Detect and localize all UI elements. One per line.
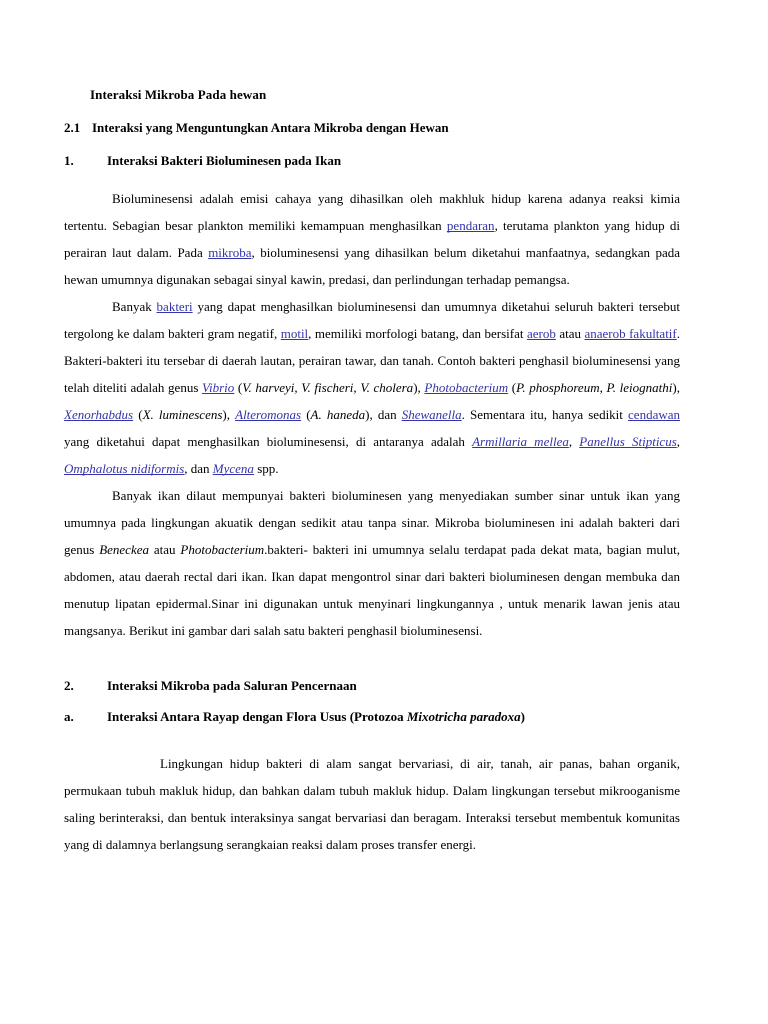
text-run: Bioluminesensi adalah emisi cahaya yang dihasilkan oleh makhluk hidup karena adanya reaksi kimia tertentu. Sebagian besar plankton memiliki kemampuan menghasilkan	[64, 191, 680, 233]
link-photobacterium[interactable]: Photobacterium	[424, 380, 509, 395]
text-run: ,	[568, 434, 580, 449]
paragraph-lingkungan-bakteri: Lingkungan hidup bakteri di alam sangat bervariasi, di air, tanah, air panas, bahan organik, permukaan tubuh makluk hidup, dan bahkan dalam tubuh makluk hidup. Dalam lingkungan tersebut mikrooganisme saling berinteraksi, dan bentuk interaksinya sangat bervariasi dan beragam. Interaksi tersebut membentuk komunitas yang di dalamnya berlangsung serangkaian reaksi dalam proses transfer energi.	[64, 756, 680, 852]
link-aerob[interactable]: aerob	[526, 326, 556, 341]
text-run: , dan	[184, 461, 213, 476]
link-armillaria-mellea[interactable]: Armillaria mellea	[472, 434, 569, 449]
italic-mixotricha-paradoxa: Mixotricha paradoxa	[406, 709, 521, 724]
link-anaerob-fakultatif[interactable]: anaerob fakultatif	[584, 326, 677, 341]
document-body	[64, 88, 680, 858]
link-bakteri[interactable]: bakteri	[156, 299, 193, 314]
link-motil[interactable]: motil	[280, 326, 309, 341]
link-vibrio[interactable]: Vibrio	[202, 380, 235, 395]
heading-subsection-a-title	[107, 710, 680, 723]
paragraph-spacer	[64, 741, 680, 750]
heading-subsection-1-number: 1.	[64, 153, 74, 168]
paragraph-ikan-bioluminesen	[64, 482, 680, 644]
italic-photobacterium: Photobacterium	[180, 542, 265, 557]
link-alteromonas[interactable]: Alteromonas	[235, 407, 302, 422]
text-run: (	[301, 407, 311, 422]
text-run: atau	[555, 326, 585, 341]
text-run: ),	[413, 380, 425, 395]
italic-vibrio-species: V. harveyi, V. fischeri, V. cholera	[242, 380, 414, 395]
text-run: ,	[676, 434, 681, 449]
text-run: (	[133, 407, 143, 422]
text-run: yang dapat menghasilkan bioluminesensi dan umumnya diketahui seluruh bakteri tersebut tergolong ke dalam bakteri gram negatif,	[64, 299, 680, 341]
italic-beneckea: Beneckea	[99, 542, 149, 557]
text-run: ),	[672, 380, 680, 395]
link-panellus-stipticus[interactable]: Panellus Stipticus	[579, 434, 677, 449]
paragraph-bioluminesensi-definisi	[64, 185, 680, 293]
section-spacer	[64, 644, 680, 679]
link-omphalotus-nidiformis[interactable]: Omphalotus nidiformis	[64, 461, 185, 476]
heading-section-2-1-title: Interaksi yang Menguntungkan Antara Mikroba dengan Hewan	[92, 120, 449, 135]
text-run: (	[234, 380, 243, 395]
link-mycena[interactable]: Mycena	[212, 461, 254, 476]
text-run: , memiliki morfologi batang, dan bersifat	[308, 326, 527, 341]
text-run: ), dan	[365, 407, 402, 422]
heading-subsection-a	[64, 710, 680, 723]
text-run: . Sementara itu, hanya sedikit	[461, 407, 629, 422]
text-run: .bakteri- bakteri ini umumnya selalu terdapat pada dekat mata, bagian mulut, abdomen, atau daerah rectal dari ikan. Ikan dapat mengontrol sinar dari bakteri bioluminesen dengan membuka dan menutup lipatan epidermal.Sinar ini digunakan untuk menyinari lingkungannya , untuk menarik lawan jenis atau mangsanya. Berikut ini gambar dari salah satu bakteri penghasil bioluminesensi.	[64, 542, 680, 638]
heading-subsection-a-number: a.	[64, 709, 74, 724]
heading-section-2-1-number: 2.1	[64, 120, 81, 135]
text-run: Interaksi Antara Rayap dengan Flora Usus (Protozoa	[107, 709, 407, 724]
text-run: ),	[222, 407, 236, 422]
link-cendawan[interactable]: cendawan	[628, 407, 680, 422]
link-shewanella[interactable]: Shewanella	[401, 407, 462, 422]
text-run: , bioluminesensi yang dihasilkan belum diketahui manfaatnya, sedangkan pada hewan umumnya digunakan sebagai sinyal kawin, predasi, dan perlindungan terhadap pemangsa.	[64, 245, 680, 287]
text-run: yang diketahui dapat menghasilkan bioluminesensi, di antaranya adalah	[64, 434, 473, 449]
heading-section-2-1	[64, 121, 680, 134]
text-run: , terutama plankton yang hidup di perairan laut dalam. Pada	[64, 218, 680, 260]
link-pendaran[interactable]: pendaran	[446, 218, 495, 233]
text-run: Banyak	[112, 299, 157, 314]
link-xenorhabdus[interactable]: Xenorhabdus	[64, 407, 134, 422]
text-run: (	[508, 380, 517, 395]
text-run: atau	[149, 542, 181, 557]
link-mikroba[interactable]: mikroba	[208, 245, 252, 260]
text-run: spp.	[253, 461, 279, 476]
page-title: Interaksi Mikroba Pada hewan	[90, 87, 267, 102]
italic-photobacterium-species: P. phosphoreum, P. leiognathi	[516, 380, 673, 395]
italic-alteromonas-species: A. haneda	[310, 407, 366, 422]
text-run: Banyak ikan dilaut mempunyai bakteri bioluminesen yang menyediakan sumber sinar untuk ikan yang umumnya pada lingkungan akuatik dengan sedikit atau tanpa sinar. Mikroba bioluminesen ini adalah bakteri dari genus	[64, 488, 680, 557]
paragraph-bakteri-penghasil	[64, 293, 680, 482]
heading-subsection-2-number: 2.	[64, 678, 74, 693]
heading-subsection-1-title: Interaksi Bakteri Bioluminesen pada Ikan	[107, 153, 342, 168]
heading-subsection-2	[64, 679, 680, 692]
italic-xenorhabdus-species: X. luminescens	[142, 407, 223, 422]
heading-subsection-2-title: Interaksi Mikroba pada Saluran Pencernaan	[107, 678, 357, 693]
heading-subsection-1	[64, 154, 680, 167]
text-run: . Bakteri-bakteri itu tersebar di daerah lautan, perairan tawar, dan tanah. Contoh bakteri penghasil bioluminesensi yang telah diteliti adalah genus	[64, 326, 680, 395]
text-run: )	[520, 709, 525, 724]
